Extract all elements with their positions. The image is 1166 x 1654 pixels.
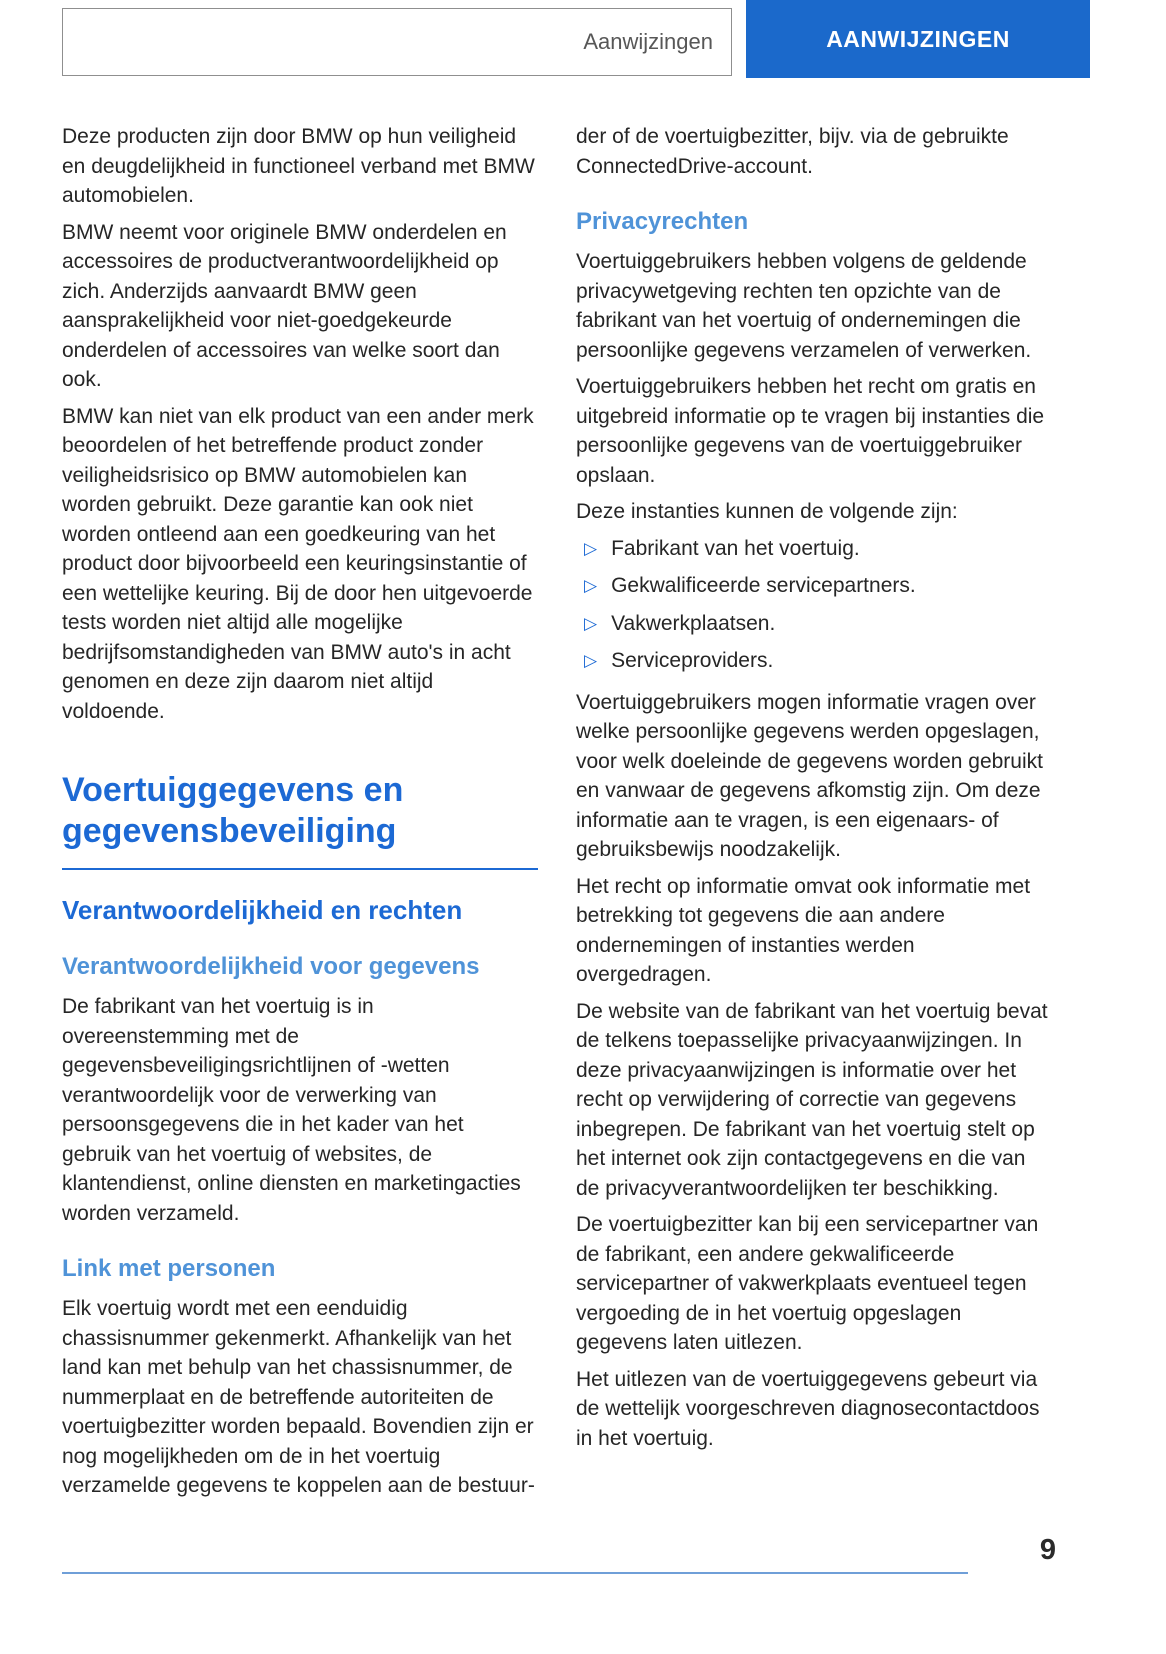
instances-list [576,534,1052,676]
paragraph: BMW neemt voor originele BMW onderdelen en accessoires de productverantwoordelijkheid op zich. Anderzijds aanvaardt BMW geen aansprakelijkheid voor niet-goedgekeurde onderdelen of accessoires van welke soort dan ook. [62,220,507,391]
subsection-title: Verantwoordelijkheid en rechten [62,895,463,925]
page-number: 9 [1039,1534,1056,1566]
paragraph: De fabrikant van het voertuig is in overeenstemming met de gegevensbeveiligingsrichtlijnen of -wetten verantwoordelijk voor de verwerking van persoonsgegevens die in het kader van het gebruik van het voertuig of websites, de klantendienst, online diensten en marketingacties worden verzameld. [62,995,521,1225]
running-header-box [62,8,732,76]
list-item [576,571,1052,601]
paragraph: Deze instanties kunnen de volgende zijn: [576,500,958,523]
paragraph-continuation: der of de voertuigbezitter, bijv. via de gebruikte ConnectedDrive-account. [576,125,1009,178]
paragraph: Voertuiggebruikers mogen informatie vragen over welke persoonlijke gegevens werden opgeslagen, voor welk doeleinde de gegevens worden gebruikt en vanwaar de gegevens afkomstig zijn. Om deze informatie aan te vragen, is een eigenaars- of gebruiksbewijs noodzakelijk. [576,690,1043,861]
list-item-label: Vakwerkplaatsen. [611,611,776,635]
list-item [576,534,1052,564]
chapter-tab-label: AANWIJZINGEN [826,25,1010,52]
list-item [576,609,1052,639]
topic-title-privacy-rights: Privacyrechten [576,208,749,235]
paragraph: Voertuiggebruikers hebben volgens de geldende privacywetgeving rechten ten opzichte van de fabrikant van het voertuig of ondernemingen die persoonlijke gegevens verzamelen of verwerken. [576,250,1032,362]
triangle-bullet-icon: ▷ [584,651,598,670]
topic-title-link-persons: Link met personen [62,1255,276,1282]
left-column [62,122,538,1508]
right-column [576,122,1052,1508]
list-item-label: Gekwalificeerde servicepartners. [611,574,916,597]
paragraph: De voertuigbezitter kan bij een servicepartner van de fabrikant, een andere gekwalificeerde servicepartner of vakwerkplaats eventueel tegen vergoeding de in het voertuig opgeslagen gegevens laten uitlezen. [576,1213,1039,1354]
paragraph: Voertuiggebruikers hebben het recht om gratis en uitgebreid informatie op te vragen bij instanties die persoonlijke gegevens van de voertuiggebruiker opslaan. [576,375,1045,487]
paragraph: Het uitlezen van de voertuiggegevens gebeurt via de wettelijk voorgeschreven diagnosecontactdoos in het voertuig. [576,1367,1040,1450]
section-title: Voertuiggegevens en gegevensbeveiliging [62,770,538,870]
chapter-tab [746,0,1090,78]
list-item-label: Fabrikant van het voertuig. [611,536,860,560]
paragraph: Deze producten zijn door BMW op hun veiligheid en deugdelijkheid in functioneel verband met BMW automobielen. [62,125,535,207]
topic-title-data-responsibility: Verantwoordelijkheid voor gegevens [62,953,480,980]
list-item-label: Serviceproviders. [611,649,774,672]
list-item [576,646,1052,676]
footer-rule [62,1572,968,1574]
running-header-title: Aanwijzingen [583,29,713,54]
triangle-bullet-icon: ▷ [584,538,598,558]
paragraph: De website van de fabrikant van het voertuig bevat de telkens toepasselijke privacyaanwijzingen. In deze privacyaanwijzingen is informatie over het recht op verwijdering of correctie van gegevens inbegrepen. De fabrikant van het voertuig stelt op het internet ook zijn contactgegevens en die van de privacyverantwoordelijken ter beschikking. [576,999,1048,1200]
paragraph: Elk voertuig wordt met een eenduidig chassisnummer gekenmerkt. Afhankelijk van het land kan met behulp van het chassisnummer, de nummerplaat en de betreffende autoriteiten de voertuigbezitter worden bepaald. Bovendien zijn er nog mogelijkheden om de in het voertuig verzamelde gegevens te koppelen aan de bestuur- [62,1297,535,1497]
page-body [62,122,1052,1508]
triangle-bullet-icon: ▷ [584,613,598,633]
paragraph: Het recht op informatie omvat ook informatie met betrekking tot gegevens die aan andere ondernemingen of instanties werden overgedragen. [576,874,1031,986]
paragraph: BMW kan niet van elk product van een ander merk beoordelen of het betreffende product zonder veiligheidsrisico op BMW automobielen kan worden gebruikt. Deze garantie kan ook niet worden ontleend aan een goedkeuring van het product door bijvoorbeeld een keuringsinstantie of een wettelijke keuring. Bij de door hen uitgevoerde tests worden niet altijd alle mogelijke bedrijfsomstandigheden van BMW auto's in acht genomen en deze zijn daarom niet altijd voldoende. [62,404,534,723]
triangle-bullet-icon: ▷ [584,576,598,595]
